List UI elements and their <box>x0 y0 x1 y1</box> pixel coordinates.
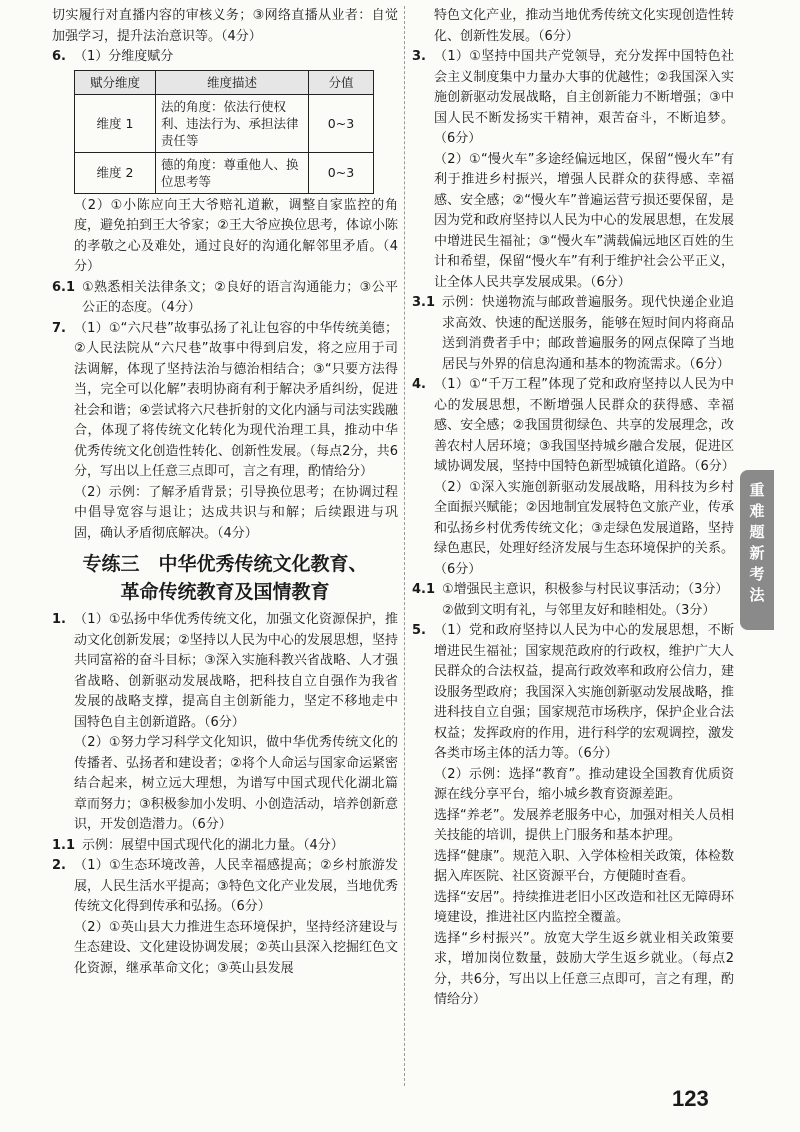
answer-text: 示例：快递物流与邮政普遍服务。现代快递企业追求高效、快速的配送服务，能够在短时间内将商品送到消费者手中；邮政普遍服务的网点保障了当地居民与外界的信息沟通和基本的物流需求。（6分） <box>442 295 734 372</box>
answer-text: （2）①“慢火车”多途经偏远地区，保留“慢火车”有利于推进乡村振兴，增强人民群众的获得感、幸福感、安全感；②“慢火车”普遍运营亏损还要保留，是因为党和政府坚持以人民为中心的发展思想，在发展中增进民生福祉；③“慢火车”满载偏远地区百姓的生计和希望，保留“慢火车”有利于维护社会公平正义，让全体人民共享发展成果。（6分） <box>434 151 734 290</box>
answer-text: （2）示例：了解矛盾背景；引导换位思考；在协调过程中倡导宽容与退让；达成共识与和解；后续跟进与巩固，确认矛盾彻底解决。（4分） <box>74 484 398 541</box>
intro-continued: 切实履行对直播内容的审核义务；③网络直播从业者：自觉加强学习，提升法治意识等。（4分） <box>52 8 398 44</box>
page-number: 123 <box>672 1086 709 1111</box>
question-number: 3.1 <box>412 295 436 310</box>
question-number: 5. <box>412 623 426 638</box>
table-row <box>75 94 374 152</box>
question-4-1 <box>412 580 734 621</box>
answer-text: ①熟悉相关法律条文；②良好的语言沟通能力；③公平公正的态度。（4分） <box>82 279 398 315</box>
answer-text: 选择“乡村振兴”。放宽大学生返乡就业相关政策要求，增加岗位数量，鼓励大学生返乡就业。（每点2分，共6分，写出以上任意三点即可，言之有理，酌情给分） <box>434 930 734 1007</box>
answer-text: 示例：展望中国式现代化的湖北力量。（4分） <box>82 837 344 853</box>
chapter-side-tab <box>740 470 774 630</box>
answer-text: （1）①“千万工程”体现了党和政府坚持以人民为中心的发展思想，不断增强人民群众的获得感、幸福感、安全感；②我国贯彻绿色、共享的发展理念，改善农村人居环境；③我国坚持城乡融合发展，促进区域协调发展，坚持中国特色新型城镇化道路。（6分） <box>434 377 735 474</box>
side-tab-char: 考 <box>749 565 765 583</box>
answer-text: 选择“养老”。发展养老服务中心，加强对相关人员相关技能的培训，提供上门服务和基本护理。 <box>434 807 734 843</box>
question-number: 7. <box>52 320 66 336</box>
answer-text: （2）①小陈应向王大爷赔礼道歉，调整自家监控的角度，避免拍到王大爷家；②王大爷应换位思考，体谅小陈的孝敬之心及难处，通过良好的沟通化解邻里矛盾。（4分） <box>74 197 398 274</box>
question-6 <box>52 47 398 68</box>
answer-text: （1）①坚持中国共产党领导，充分发挥中国特色社会主义制度集中力量办大事的优越性；②我国深入实施创新驱动发展战略，自主创新能力不断增强；③中国人民不断发扬实干精神，艰苦奋斗，不断追梦。（6分） <box>434 49 734 146</box>
scoring-table <box>74 70 374 194</box>
question-number: 2. <box>52 858 66 873</box>
question-number: 1. <box>52 612 66 627</box>
question-number: 6. <box>52 49 66 64</box>
question-3-1 <box>412 293 734 375</box>
column-divider <box>404 6 405 1086</box>
section-title-line: 专练三 中华优秀传统文化教育、 <box>82 553 368 575</box>
question-5 <box>412 621 734 1011</box>
left-column <box>52 6 398 979</box>
right-column <box>412 6 734 1011</box>
answer-text: 选择“安居”。持续推进老旧小区改造和社区无障碍环境建设，推进社区内监控全覆盖。 <box>434 889 734 925</box>
table-header: 赋分维度 <box>75 70 156 94</box>
answer-text: ①增强民主意识，积极参与村民议事活动；（3分） <box>442 582 729 597</box>
answer-text: （2）①深入实施创新驱动发展战略，用科技为乡村全面振兴赋能；②因地制宜发展特色文旅产业，传承和弘扬乡村优秀传统文化；③走绿色发展道路，坚持绿色惠民，处理好经济发展与生态环境保护的关系。（6分） <box>434 479 734 577</box>
section-title <box>52 550 398 606</box>
answer-text: ②做到文明有礼，与邻里友好和睦相处。（3分） <box>442 602 716 618</box>
section-title-line: 革命传统教育及国情教育 <box>120 581 330 603</box>
answer-text: （1）①“六尺巷”故事弘扬了礼让包容的中华传统美德；②人民法院从“六尺巷”故事中得到启发，将之应用于司法调解，体现了坚持法治与德治相结合；③“只要方法得当，完全可以化解”表明协商有利于解决矛盾纠纷，促进社会和谐；④尝试将六尺巷折射的文化内涵与司法实践融合，体现了将传统文化转化为现代治理工具，推动中华优秀传统文化创造性转化、创新性发展。（每点2分，共6分，写出以上任意三点即可，言之有理，酌情给分） <box>74 320 398 479</box>
q6-part1-label: （1）分维度赋分 <box>74 49 174 64</box>
table-cell: 0~3 <box>309 152 374 193</box>
table-cell: 维度 1 <box>75 94 156 152</box>
question-2 <box>52 856 398 979</box>
answer-text: （2）①英山县大力推进生态环境保护，坚持经济建设与生态建设、文化建设协调发展；②英山县深入挖掘红色文化资源，继承革命文化；③英山县发展 <box>74 919 398 976</box>
question-number: 3. <box>412 49 426 64</box>
question-6-1 <box>52 278 398 319</box>
side-tab-char: 难 <box>749 502 765 520</box>
answer-text: （1）党和政府坚持以人民为中心的发展思想，不断增进民生福祉；国家规范政府的行政权，维护广大人民群众的合法权益，提高行政效率和政府公信力，建设服务型政府；我国深入实施创新驱动发展战略，推进科技自立自强；国家规范市场秩序，保护企业合法权益；发挥政府的作用，进行科学的宏观调控，激发各类市场主体的活力等。（6分） <box>434 623 734 761</box>
question-number: 4. <box>412 377 426 392</box>
question-7 <box>52 319 398 545</box>
answer-text: 特色文化产业，推动当地优秀传统文化实现创造性转化、创新性发展。（6分） <box>434 8 734 44</box>
table-cell: 0~3 <box>309 94 374 152</box>
table-header-row <box>75 70 374 94</box>
question-3 <box>412 47 734 293</box>
question-number: 4.1 <box>412 582 436 597</box>
answer-text: 选择“健康”。规范入职、入学体检相关政策，体检数据入库医院、社区资源平台，方便随时查看。 <box>434 848 734 884</box>
side-tab-char: 题 <box>749 523 765 541</box>
side-tab-char: 重 <box>749 481 765 499</box>
answer-text: （1）①弘扬中华优秀传统文化，加强文化资源保护，推动文化创新发展；②坚持以人民为中心的发展思想，坚持共同富裕的奋斗目标；③深入实施科教兴省战略、人才强省战略、创新驱动发展战略，把科技自立自强作为我省发展的战略支撑，提高自主创新能力，坚定不移地走中国特色自主创新道路。（6分） <box>74 612 398 730</box>
answer-text: （1）①生态环境改善，人民幸福感提高；②乡村旅游发展，人民生活水平提高；③特色文化产业发展，当地优秀传统文化得到传承和弘扬。（6分） <box>74 858 398 914</box>
question-4 <box>412 375 734 580</box>
question-1-1 <box>52 836 398 857</box>
table-cell: 维度 2 <box>75 152 156 193</box>
table-header: 分值 <box>309 70 374 94</box>
answer-text: （2）①努力学习科学文化知识，做中华优秀传统文化的传播者、弘扬者和建设者；②将个人命运与国家命运紧密结合起来，树立远大理想，为谱写中国式现代化湖北篇章而努力；③积极参加小发明、小创造活动，培养创新意识，开发创造潜力。（6分） <box>74 735 398 832</box>
table-cell: 德的角度：尊重他人、换位思考等 <box>156 152 309 193</box>
q2-continued <box>412 6 734 47</box>
side-tab-char: 法 <box>749 586 765 604</box>
question-1 <box>52 610 398 836</box>
table-cell: 法的角度：依法行使权利、违法行为、承担法律责任等 <box>156 94 309 152</box>
q6-part2 <box>52 196 398 278</box>
answer-text: （2）示例：选择“教育”。推动建设全国教育优质资源在线分享平台，缩小城乡教育资源差距。 <box>434 766 734 802</box>
side-tab-char: 新 <box>749 544 765 562</box>
table-header: 维度描述 <box>156 70 309 94</box>
question-number: 6.1 <box>52 279 76 295</box>
table-row <box>75 152 374 193</box>
question-number: 1.1 <box>52 837 76 853</box>
